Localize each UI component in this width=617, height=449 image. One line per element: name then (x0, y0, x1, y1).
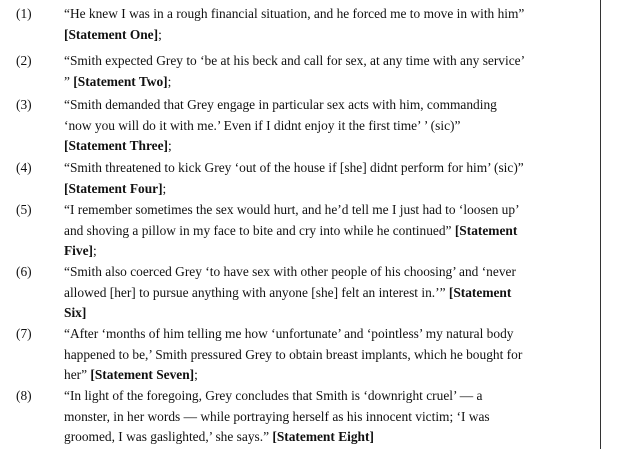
text-line: “Smith also coerced Grey ‘to have sex with other people of his choosing’ and ‘never (64, 264, 516, 279)
text-line: [Statement Three]; (64, 138, 172, 153)
statement-label: Six] (64, 305, 87, 320)
statement-label: [Statement (448, 284, 512, 300)
text-line: [Statement One]; (64, 26, 162, 42)
text-line: ‘now you will do it with me.’ Even if I didnt enjoy it the first time’ ’ (sic)” (64, 117, 461, 133)
item-text (64, 324, 598, 386)
text-line: “Smith threatened to kick Grey ‘out of the house if [she] didnt perform for him’ (sic)” (64, 160, 524, 175)
item-number: (1) (16, 6, 32, 21)
text-line: “Smith demanded that Grey engage in particular sex acts with him, commanding (64, 97, 497, 112)
item-text (64, 386, 598, 448)
text-line: [Statement Four]; (64, 180, 167, 196)
item-text (64, 200, 598, 262)
item-number: (7) (16, 326, 32, 341)
text-line: and shoving a pillow in my face to bite and cry into while he continued” [Statement (64, 222, 518, 238)
statement-label: [Statement Three] (64, 138, 168, 153)
text-line: “I remember sometimes the sex would hurt, and he’d tell me I just had to ‘loosen up’ (64, 202, 520, 217)
text-line: “In light of the foregoing, Grey concludes that Smith is ‘downright cruel’ — a (64, 388, 483, 403)
item-text (64, 4, 598, 45)
text-line: ” [Statement Two]; (64, 73, 172, 89)
statement-label: [Statement Eight] (272, 429, 374, 444)
text-line: her” [Statement Seven]; (64, 367, 198, 382)
statement-label: [Statement Two] (73, 73, 168, 89)
text-line: Five]; (64, 243, 97, 258)
text-line: allowed [her] to pursue anything with anyone [she] felt an interest in.’” [Statement (64, 284, 512, 300)
text-line: “Smith expected Grey to ‘be at his beck and call for sex, at any time with any service’ (64, 53, 526, 68)
text-line: monster, in her words — while portraying herself as his innocent victim; ‘I was (64, 408, 490, 424)
item-text (64, 262, 598, 324)
item-number: (2) (16, 53, 32, 68)
item-text (64, 158, 598, 199)
item-number: (5) (16, 202, 32, 217)
text-line: groomed, I was gaslighted,’ she says.” [Statement Eight] (64, 429, 374, 444)
text-line: happened to be,’ Smith pressured Grey to obtain breast implants, which he bought for (64, 346, 523, 362)
statement-label: [Statement One] (64, 26, 159, 42)
right-margin-rule (600, 0, 601, 449)
text-line (64, 303, 598, 324)
statement-label: [Statement Seven] (90, 367, 195, 382)
item-number: (3) (16, 97, 32, 112)
statement-label: [Statement (454, 222, 518, 238)
statement-label: Five] (64, 243, 93, 258)
item-number: (6) (16, 264, 32, 279)
item-text (64, 51, 598, 92)
text-line: “After ‘months of him telling me how ‘unfortunate’ and ‘pointless’ my natural body (64, 326, 514, 341)
item-number: (8) (16, 388, 32, 403)
statement-label: [Statement Four] (64, 180, 163, 196)
item-text (64, 95, 598, 157)
item-number: (4) (16, 160, 32, 175)
text-line: “He knew I was in a rough financial situation, and he forced me to move in with him” (64, 6, 525, 21)
